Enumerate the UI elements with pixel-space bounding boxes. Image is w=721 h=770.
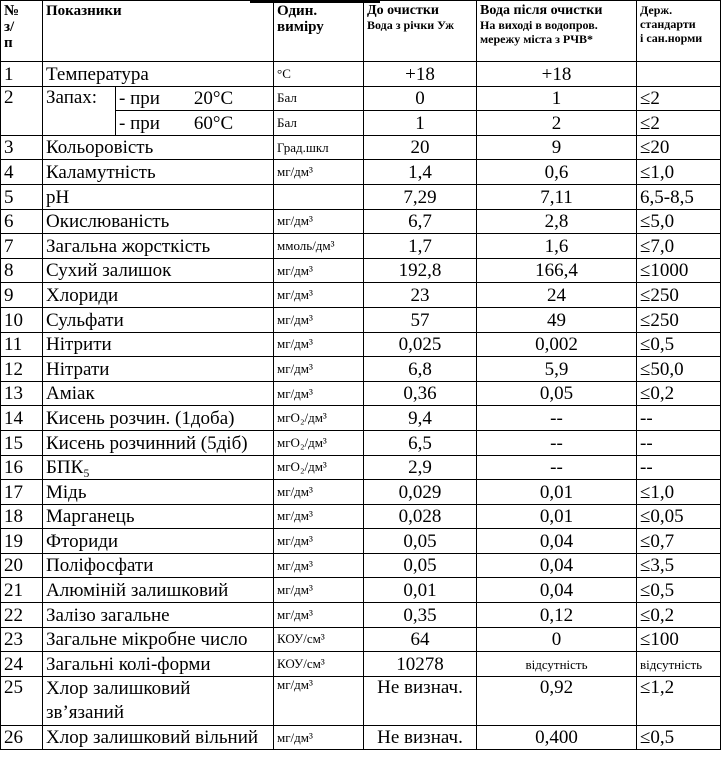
row-unit: КОУ/см³: [274, 627, 364, 652]
row-num: 21: [1, 578, 43, 603]
table-row: [1, 406, 721, 431]
row-unit: мгО₂/дм³: [274, 455, 364, 480]
table-row: [1, 676, 721, 725]
row-num: 12: [1, 357, 43, 382]
table-row: [1, 209, 721, 234]
row-unit: мг/дм³: [274, 332, 364, 357]
header-unit: [274, 1, 364, 62]
row-name: Кисень розчин. (1доба): [43, 406, 274, 431]
row-std: ≤1,2: [637, 676, 721, 725]
row-before: 0,36: [364, 381, 477, 406]
table-row: [1, 307, 721, 332]
table-row: [1, 234, 721, 259]
table-row: [1, 455, 721, 480]
smell-temp: 20°С: [193, 88, 234, 110]
row-std: ≤1000: [637, 258, 721, 283]
row-before: 6,5: [364, 430, 477, 455]
row-num: 13: [1, 381, 43, 406]
row-after: +18: [477, 62, 637, 87]
header-std: [637, 1, 721, 62]
header-num-line2: з/: [4, 19, 15, 35]
row-name: Температура: [43, 62, 274, 87]
row-name: Окислюваність: [43, 209, 274, 234]
row-std: ≤0,5: [637, 725, 721, 750]
row-after: 1: [477, 86, 637, 111]
row-name: Сульфати: [43, 307, 274, 332]
table-row: [1, 184, 721, 209]
header-row: [1, 1, 721, 62]
row-num: 24: [1, 652, 43, 677]
row-num: 10: [1, 307, 43, 332]
row-std: ≤3,5: [637, 553, 721, 578]
row-unit: мг/дм³: [274, 381, 364, 406]
table-row: [1, 357, 721, 382]
smell-sub-text: - при: [119, 88, 160, 110]
header-std-line1: Держ.: [640, 3, 673, 17]
header-name: Показники: [43, 1, 274, 62]
row-num: 19: [1, 529, 43, 554]
row-unit: мг/дм³: [274, 357, 364, 382]
row-before: 0,028: [364, 504, 477, 529]
header-std-line3: і сан.норми: [640, 31, 703, 45]
row-after: 0,92: [477, 676, 637, 725]
table-row: [1, 725, 721, 750]
row-name: Фториди: [43, 529, 274, 554]
row-num: 15: [1, 430, 43, 455]
row-num: 3: [1, 135, 43, 160]
header-before-line1: До очистки: [367, 3, 439, 18]
table-row: [1, 332, 721, 357]
row-before: 0,01: [364, 578, 477, 603]
row-before: 9,4: [364, 406, 477, 431]
row-std: ≤50,0: [637, 357, 721, 382]
row-unit: мг/дм³: [274, 603, 364, 628]
row-before: 1: [364, 111, 477, 136]
row-before: 1,4: [364, 160, 477, 185]
header-num-line3: п: [4, 35, 13, 51]
row-unit: мг/дм³: [274, 578, 364, 603]
row-name: Каламутність: [43, 160, 274, 185]
smell-sub-text: - при: [119, 112, 160, 134]
row-after: 49: [477, 307, 637, 332]
table-row: [1, 381, 721, 406]
row-before: 7,29: [364, 184, 477, 209]
row-before: 6,7: [364, 209, 477, 234]
row-before: Не визнач.: [364, 676, 477, 725]
table-row: [1, 135, 721, 160]
row-name: Нітрити: [43, 332, 274, 357]
table-row: [1, 652, 721, 677]
table-row: [1, 62, 721, 87]
header-unit-line2: виміру: [277, 19, 324, 35]
row-name: Алюміній залишковий: [43, 578, 274, 603]
row-unit: [274, 184, 364, 209]
row-before: 23: [364, 283, 477, 308]
row-num: 25: [1, 676, 43, 725]
row-num: 17: [1, 480, 43, 505]
row-std: ≤0,2: [637, 603, 721, 628]
row-num: 22: [1, 603, 43, 628]
row-after: 0,002: [477, 332, 637, 357]
header-num: [1, 1, 43, 62]
row-std: ≤100: [637, 627, 721, 652]
row-unit: мгО₂/дм³: [274, 406, 364, 431]
row-std: ≤2: [637, 86, 721, 111]
row-before: 57: [364, 307, 477, 332]
header-before-line2: Вода з річки Уж: [367, 18, 454, 32]
row-name: Кольоровість: [43, 135, 274, 160]
row-unit: мг/дм³: [274, 504, 364, 529]
row-num: 2: [1, 86, 43, 135]
row-before: 0,05: [364, 553, 477, 578]
row-before: 0: [364, 86, 477, 111]
row-name: Загальна жорсткість: [43, 234, 274, 259]
header-after: [477, 1, 637, 62]
row-std: ≤2: [637, 111, 721, 136]
table-row: [1, 258, 721, 283]
row-after: 5,9: [477, 357, 637, 382]
row-name: Сухий залишок: [43, 258, 274, 283]
header-before: [364, 1, 477, 62]
table-row-smell-20: [1, 86, 721, 111]
table-row: [1, 603, 721, 628]
table-row: [1, 553, 721, 578]
row-std: --: [637, 406, 721, 431]
row-after: 2: [477, 111, 637, 136]
smell-temp: 60°С: [193, 112, 234, 134]
row-std: [637, 62, 721, 87]
row-name: Загальне мікробне число: [43, 627, 274, 652]
row-name: Хлор залишковий вільний: [43, 725, 274, 750]
header-unit-line1: Один.: [277, 3, 318, 19]
row-unit: Бал: [274, 111, 364, 136]
row-num: 11: [1, 332, 43, 357]
row-after: 7,11: [477, 184, 637, 209]
row-unit: мг/дм³: [274, 160, 364, 185]
row-unit: мг/дм³: [274, 480, 364, 505]
row-std: ≤250: [637, 283, 721, 308]
row-std: відсутність: [637, 652, 721, 677]
row-after: 1,6: [477, 234, 637, 259]
row-unit: мг/дм³: [274, 307, 364, 332]
row-unit: Град.шкл: [274, 135, 364, 160]
row-std: ≤0,7: [637, 529, 721, 554]
table-row: [1, 578, 721, 603]
table-row: [1, 480, 721, 505]
row-before: Не визнач.: [364, 725, 477, 750]
row-after: 0,04: [477, 553, 637, 578]
row-name: Нітрати: [43, 357, 274, 382]
row-std: ≤1,0: [637, 160, 721, 185]
row-name: рН: [43, 184, 274, 209]
table-body: [1, 62, 721, 750]
row-name: Мідь: [43, 480, 274, 505]
row-before: 0,025: [364, 332, 477, 357]
row-before: 10278: [364, 652, 477, 677]
row-std: ≤1,0: [637, 480, 721, 505]
row-unit: °С: [274, 62, 364, 87]
row-std: ≤20: [637, 135, 721, 160]
row-unit: мг/дм³: [274, 529, 364, 554]
row-unit: Бал: [274, 86, 364, 111]
row-name: Аміак: [43, 381, 274, 406]
row-unit: мг/дм³: [274, 553, 364, 578]
row-before: 6,8: [364, 357, 477, 382]
row-before: 1,7: [364, 234, 477, 259]
row-num: 23: [1, 627, 43, 652]
table-row: [1, 160, 721, 185]
row-std: --: [637, 430, 721, 455]
row-unit: мг/дм³: [274, 676, 364, 725]
row-name: Марганець: [43, 504, 274, 529]
row-std: ≤0,5: [637, 332, 721, 357]
header-num-line1: №: [4, 3, 20, 19]
row-name: Хлор залишковий зв’язаний: [43, 676, 274, 725]
row-num: 8: [1, 258, 43, 283]
row-name: Залізо загальне: [43, 603, 274, 628]
row-num: 9: [1, 283, 43, 308]
row-name: БПК₅: [43, 455, 274, 480]
row-std: ≤250: [637, 307, 721, 332]
row-after: --: [477, 455, 637, 480]
row-unit: мг/дм³: [274, 209, 364, 234]
row-before: 2,9: [364, 455, 477, 480]
row-after: 0,05: [477, 381, 637, 406]
row-after: 9: [477, 135, 637, 160]
row-num: 1: [1, 62, 43, 87]
header-after-line1: Вода після очистки: [480, 3, 603, 18]
row-after: --: [477, 430, 637, 455]
row-before: 20: [364, 135, 477, 160]
row-name: Хлориди: [43, 283, 274, 308]
header-after-line3: мережу міста з РЧВ*: [480, 32, 594, 46]
row-unit: мг/дм³: [274, 283, 364, 308]
row-before: +18: [364, 62, 477, 87]
row-unit: мг/дм³: [274, 258, 364, 283]
row-num: 6: [1, 209, 43, 234]
row-after: відсутність: [477, 652, 637, 677]
row-before: 0,05: [364, 529, 477, 554]
row-unit: КОУ/см³: [274, 652, 364, 677]
row-num: 5: [1, 184, 43, 209]
row-std: 6,5-8,5: [637, 184, 721, 209]
row-num: 16: [1, 455, 43, 480]
smell-sub-20: [116, 86, 274, 111]
row-std: ≤0,2: [637, 381, 721, 406]
row-name: Кисень розчинний (5діб): [43, 430, 274, 455]
table-row: [1, 627, 721, 652]
row-before: 192,8: [364, 258, 477, 283]
row-after: 166,4: [477, 258, 637, 283]
header-std-line2: стандарти: [640, 17, 696, 31]
row-before: 0,35: [364, 603, 477, 628]
row-after: 0,04: [477, 578, 637, 603]
row-num: 14: [1, 406, 43, 431]
row-after: 0,01: [477, 480, 637, 505]
row-after: 0,01: [477, 504, 637, 529]
row-after: 0,12: [477, 603, 637, 628]
row-std: ≤7,0: [637, 234, 721, 259]
table-row: [1, 504, 721, 529]
row-num: 4: [1, 160, 43, 185]
row-after: 0: [477, 627, 637, 652]
row-num: 7: [1, 234, 43, 259]
row-before: 64: [364, 627, 477, 652]
row-num: 18: [1, 504, 43, 529]
table-row: [1, 283, 721, 308]
row-unit: ммоль/дм³: [274, 234, 364, 259]
row-num: 20: [1, 553, 43, 578]
row-num: 26: [1, 725, 43, 750]
smell-label: Запах:: [43, 86, 116, 135]
row-after: 0,400: [477, 725, 637, 750]
header-after-line2: На виході в водопров.: [480, 18, 598, 32]
row-name: Загальні колі-форми: [43, 652, 274, 677]
row-std: ≤0,05: [637, 504, 721, 529]
smell-sub-60: [116, 111, 274, 136]
row-after: 24: [477, 283, 637, 308]
row-std: ≤5,0: [637, 209, 721, 234]
row-before: 0,029: [364, 480, 477, 505]
row-std: ≤0,5: [637, 578, 721, 603]
table-row: [1, 430, 721, 455]
row-after: --: [477, 406, 637, 431]
table-row: [1, 529, 721, 554]
row-after: 2,8: [477, 209, 637, 234]
row-after: 0,04: [477, 529, 637, 554]
row-unit: мг/дм³: [274, 725, 364, 750]
row-std: --: [637, 455, 721, 480]
row-unit: мгО₂/дм³: [274, 430, 364, 455]
row-after: 0,6: [477, 160, 637, 185]
row-name: Поліфосфати: [43, 553, 274, 578]
